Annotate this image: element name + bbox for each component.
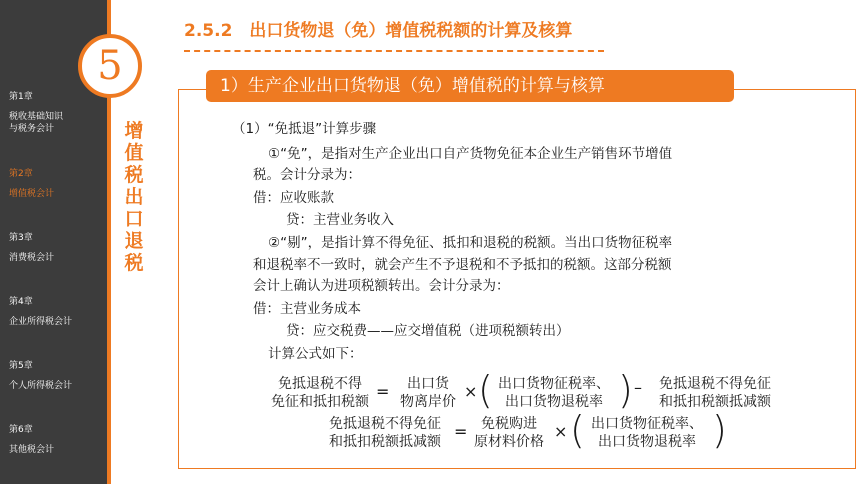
journal-entry-debit: 借：应收账款 bbox=[253, 190, 334, 206]
formula-text: 免税购进 bbox=[481, 416, 537, 432]
times-sign: × bbox=[554, 422, 568, 441]
title-dashed-underline bbox=[184, 50, 604, 52]
sidebar-item-label: 企业所得税会计 bbox=[9, 317, 73, 327]
formula-text: 物离岸价 bbox=[400, 394, 456, 410]
formula1-term-b bbox=[490, 375, 618, 411]
left-paren: ( bbox=[570, 408, 585, 452]
right-paren: ) bbox=[618, 368, 633, 412]
sidebar-item-label: 税收基础知识 与税务会计 bbox=[9, 112, 64, 134]
formula-text: 出口货物征税率、 bbox=[498, 376, 610, 392]
formula-text: 出口货物征税率、 bbox=[591, 416, 703, 432]
paragraph-line: ②“剔”，是指计算不得免征、抵扣和退税的税额。当出口货物征税率 bbox=[268, 235, 673, 251]
sidebar-item-label: 其他税会计 bbox=[9, 445, 55, 455]
formula-intro: 计算公式如下： bbox=[268, 346, 363, 362]
formula2-term-b bbox=[582, 415, 712, 451]
formula-text: 免抵退税不得免征 bbox=[329, 416, 441, 432]
journal-entry-credit: 贷：主营业务收入 bbox=[286, 212, 394, 228]
sidebar-item-chapter-1[interactable] bbox=[9, 91, 101, 135]
chapter-number-badge: 5 bbox=[78, 34, 142, 98]
sidebar-item-number: 第1章 bbox=[9, 92, 33, 102]
sidebar-item-number: 第2章 bbox=[9, 169, 33, 179]
sidebar-item-number: 第3章 bbox=[9, 233, 33, 243]
sidebar-item-chapter-4[interactable] bbox=[9, 296, 101, 328]
paragraph-line: 会计上确认为进项税额转出。会计分录为： bbox=[253, 278, 510, 294]
formula-text: 原材料价格 bbox=[474, 434, 544, 450]
sidebar-item-number: 第6章 bbox=[9, 425, 33, 435]
formula1-term-a bbox=[394, 375, 462, 411]
formula-text: 出口货 bbox=[407, 376, 449, 392]
sidebar-item-label: 消费税会计 bbox=[9, 253, 55, 263]
paragraph-line: ①“免”，是指对生产企业出口自产货物免征本企业生产销售环节增值 bbox=[268, 146, 673, 162]
sidebar-item-label: 个人所得税会计 bbox=[9, 381, 73, 391]
formula2-lhs bbox=[318, 415, 452, 451]
formula-text: 免抵退税不得 bbox=[278, 376, 362, 392]
page-title: 2.5.2 出口货物退（免）增值税税额的计算及核算 bbox=[184, 21, 573, 41]
formula-text: 免征和抵扣税额 bbox=[271, 394, 369, 410]
formula-text: 免抵退税不得免征 bbox=[659, 376, 771, 392]
right-paren: ) bbox=[712, 408, 727, 452]
sidebar-item-number: 第5章 bbox=[9, 361, 33, 371]
formula-text: 出口货物退税率 bbox=[505, 394, 603, 410]
sidebar-item-chapter-5[interactable] bbox=[9, 360, 101, 392]
sidebar-item-chapter-2[interactable] bbox=[9, 168, 101, 200]
formula-text: 和抵扣税额抵减额 bbox=[659, 394, 771, 410]
sidebar-item-label: 增值税会计 bbox=[9, 189, 55, 199]
section-heading: 1）生产企业出口货物退（免）增值税的计算与核算 bbox=[206, 70, 734, 102]
sidebar-item-chapter-6[interactable] bbox=[9, 424, 101, 456]
equals-sign: = bbox=[454, 422, 468, 441]
journal-entry-credit: 贷：应交税费——应交增值税（进项税额转出） bbox=[286, 323, 570, 339]
journal-entry-debit: 借：主营业务成本 bbox=[253, 301, 361, 317]
paragraph-line: 税。会计分录为： bbox=[253, 167, 361, 183]
vertical-section-title: 增值税出口退税 bbox=[124, 120, 144, 274]
formula2-term-a bbox=[468, 415, 550, 451]
sidebar-item-number: 第4章 bbox=[9, 297, 33, 307]
equals-sign: = bbox=[376, 382, 390, 401]
formula-text: 出口货物退税率 bbox=[598, 434, 696, 450]
sidebar-item-chapter-3[interactable] bbox=[9, 232, 101, 264]
formula1-term-c bbox=[648, 375, 782, 411]
formula1-lhs bbox=[262, 375, 378, 411]
times-sign: × bbox=[464, 382, 478, 401]
minus-sign: – bbox=[634, 378, 642, 397]
step-heading: （1）“免抵退”计算步骤 bbox=[232, 121, 377, 137]
paragraph-line: 和退税率不一致时，就会产生不予退税和不予抵扣的税额。这部分税额 bbox=[253, 257, 672, 273]
formula-text: 和抵扣税额抵减额 bbox=[329, 434, 441, 450]
left-paren: ( bbox=[478, 368, 493, 412]
